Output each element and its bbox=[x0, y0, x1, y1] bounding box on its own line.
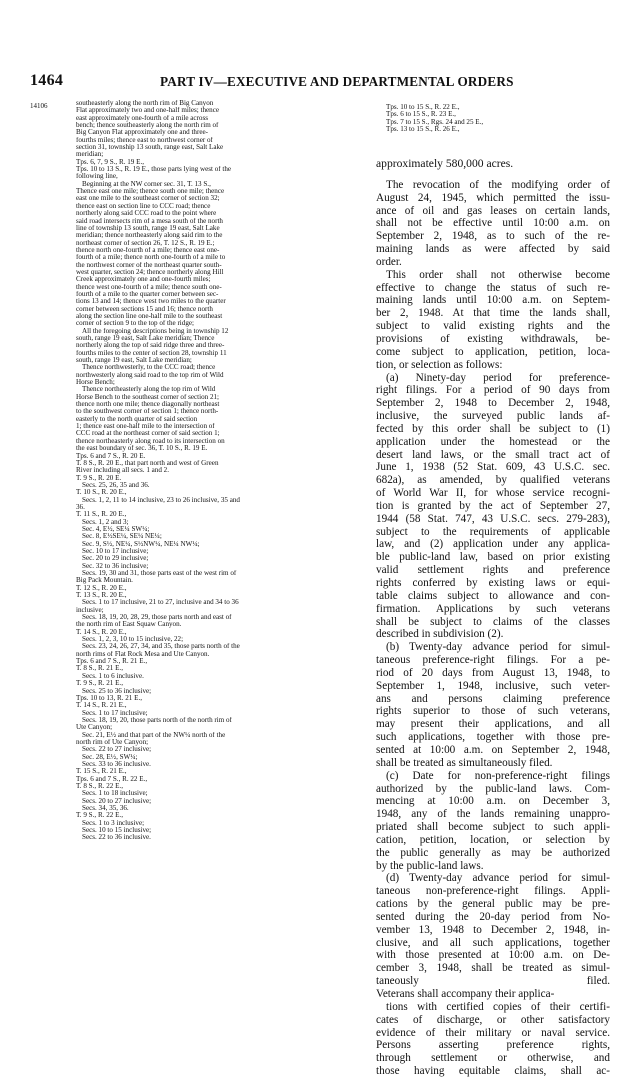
body-line: valid settlement rights and preference bbox=[376, 564, 610, 577]
body-line: table claims subject to allowance and con- bbox=[376, 589, 610, 602]
description-line: Secs. 10 to 15 inclusive; bbox=[82, 827, 152, 835]
body-line: riod of 20 days from August 13, 1948, to bbox=[376, 666, 610, 679]
description-line: T. 13 S., R. 20 E., bbox=[76, 592, 127, 600]
body-line: rights superior to those of such veterans, bbox=[376, 705, 610, 718]
body-line: (a) Ninety-day period for preference- bbox=[386, 371, 610, 384]
description-line: T. 8 S., R. 21 E., bbox=[76, 665, 123, 673]
description-line: Secs. 25 to 36 inclusive; bbox=[82, 687, 152, 695]
description-line: the east boundary of sec. 36, T. 10 S., R. 19 E. bbox=[76, 445, 208, 453]
body-line: through settlement or otherwise, and bbox=[376, 1052, 610, 1065]
description-line: tions 13 and 14; thence west two miles to the quarter bbox=[76, 298, 226, 306]
description-line: northerly along the top of said ridge three and three- bbox=[76, 342, 225, 350]
description-line: T. 9 S., R. 21 E., bbox=[76, 680, 123, 688]
body-line: cations by the general public may be pre- bbox=[376, 898, 610, 911]
description-line: Secs. 18, 19, 20, those parts north of the north rim of bbox=[82, 716, 232, 724]
body-line: subject to the requirements of applicable bbox=[376, 525, 610, 538]
right-column-township-list bbox=[386, 104, 611, 133]
body-line: tions with certified copies of their certifi- bbox=[386, 1000, 610, 1013]
description-line: thence west one-fourth of a mile; thence south one- bbox=[76, 283, 222, 291]
body-line: right filings. For a period of 90 days from bbox=[376, 384, 610, 397]
description-line: T. 11 S., R. 20 E., bbox=[76, 511, 127, 519]
township-line: Tps. 6 to 15 S., R. 23 E., bbox=[386, 110, 456, 119]
body-line: The revocation of the modifying order of bbox=[386, 178, 610, 191]
description-line: south, range 19 east, Salt Lake meridian; Thence bbox=[76, 335, 215, 342]
description-line: Secs. 20 to 27 inclusive; bbox=[82, 797, 152, 805]
body-line: (b) Twenty-day advance period for simul- bbox=[386, 641, 610, 654]
description-line: All the foregoing descriptions being in township 12 bbox=[82, 327, 229, 335]
body-line: Persons asserting preference rights, bbox=[376, 1039, 610, 1052]
body-line: priated shall become subject to such appli- bbox=[376, 821, 610, 834]
body-line: taneous non-preference-right filings. Appli- bbox=[376, 885, 610, 898]
description-line: corner between sections 15 and 16; thence north bbox=[76, 305, 213, 313]
description-line: Sec. 9, S½, NE¼, S½NW¼, NE¼ NW¼; bbox=[82, 540, 200, 548]
description-line: Secs. 34, 35, 36. bbox=[82, 805, 129, 812]
description-line: thence northeasterly along road to its intersection on bbox=[76, 437, 225, 445]
description-line: Secs. 18, 19, 20, 28, 29, those parts north and east of bbox=[82, 614, 232, 622]
township-line: Tps. 13 to 15 S., R. 26 E., bbox=[386, 125, 460, 134]
description-line: Secs. 1 to 17 inclusive; bbox=[82, 709, 148, 717]
description-line: Beginning at the NW corner sec. 31, T. 13 S., bbox=[82, 180, 211, 188]
description-line: Secs. 22 to 36 inclusive. bbox=[82, 834, 151, 842]
body-line: subject to valid existing rights and the bbox=[376, 320, 610, 333]
description-line: easterly to the north quarter of said section bbox=[76, 415, 198, 423]
description-line: inclusive; bbox=[76, 606, 104, 614]
description-line: Sec. 4, E½, SE¼ SW¼; bbox=[82, 525, 150, 533]
description-line: T. 12 S., R. 20 E., bbox=[76, 584, 127, 592]
description-line: Tps. 10 to 13, R. 21 E., bbox=[76, 694, 143, 702]
body-line: cates of discharge, or other satisfactory bbox=[376, 1013, 610, 1026]
body-line: of World War II, for whose service recogni- bbox=[376, 487, 610, 500]
body-line: 682a), as amended, by qualified veterans bbox=[376, 474, 610, 487]
body-line: effective to change the status of such re- bbox=[376, 281, 610, 294]
description-line: said road intersects rim of a mesa south of the north bbox=[76, 217, 223, 225]
description-line: fourth of a mile; thence north one-fourth of a mile to bbox=[76, 254, 226, 262]
description-line: T. 10 S., R. 20 E., bbox=[76, 489, 127, 497]
description-line: thence east on section line to CCC road; thence bbox=[76, 202, 211, 210]
description-line: 36. bbox=[76, 503, 85, 511]
body-line: come subject to application, petition, loca- bbox=[376, 345, 610, 358]
description-line: River including all secs. 1 and 2. bbox=[76, 467, 169, 475]
body-line: taneous preference-right filings. For a pe- bbox=[376, 654, 610, 667]
description-line: east one mile to the southeast corner of section 32; bbox=[76, 195, 220, 203]
description-line: T. 9 S., R. 20 E. bbox=[76, 474, 122, 482]
description-line: Tps. 6, 7, 9 S., R. 19 E., bbox=[76, 158, 144, 166]
body-line: Veterans shall accompany their applica- bbox=[376, 988, 555, 1000]
body-line: cation, petition, location, or selection by bbox=[376, 833, 610, 846]
description-line: Horse Bench; bbox=[76, 379, 115, 387]
description-line: Secs. 1, 2, 3, 10 to 15 inclusive, 22; bbox=[82, 636, 184, 644]
description-line: Secs. 33 to 36 inclusive. bbox=[82, 760, 151, 768]
description-line: the northwest corner of the northeast quarter south- bbox=[76, 261, 222, 269]
description-line: 1; thence east one-half mile to the intersection of bbox=[76, 423, 215, 431]
description-line: Thence northwesterly, to the CCC road; thence bbox=[82, 364, 216, 372]
description-line: T. 8 S., R. 20 E., that part north and west of Green bbox=[76, 459, 219, 467]
body-line: ans and persons claiming preference bbox=[376, 692, 610, 705]
description-line: fourths miles to the center of section 28, township 11 bbox=[76, 349, 227, 357]
body-line: June 1, 1938 (52 Stat. 609, 43 U.S.C. sec. bbox=[376, 461, 610, 474]
description-line: following line, bbox=[76, 173, 118, 181]
body-line: (d) Twenty-day advance period for simul- bbox=[386, 872, 610, 885]
description-line: southeasterly along the north rim of Big Canyon bbox=[76, 100, 214, 107]
body-line: with those presented at 10:00 a.m. on De- bbox=[376, 949, 610, 962]
description-line: northeast corner of section 26, T. 12 S., R. 19 E.; bbox=[76, 239, 215, 247]
body-line: desert land laws, or the small tract act of bbox=[376, 448, 610, 461]
description-line: northwesterly along said road to the top rim of Wild bbox=[76, 371, 224, 379]
description-line: Tps. 10 to 13 S., R. 19 E., those parts lying west of the bbox=[76, 166, 232, 174]
description-line: T. 9 S., R. 22 E., bbox=[76, 812, 123, 820]
description-line: fourth of a mile to the quarter corner between sec- bbox=[76, 290, 219, 298]
description-line: Sec. 32 to 36 inclusive; bbox=[82, 562, 149, 570]
body-line: September 2, 1948 to December 2, 1948, bbox=[376, 397, 610, 410]
description-line: thence north one mile; thence diagonally northeast bbox=[76, 401, 220, 409]
body-line: law, and (2) application under any applica- bbox=[376, 538, 610, 551]
description-line: the north rim of East Squaw Canyon. bbox=[76, 621, 182, 629]
body-line: the public generally as may be authorized bbox=[376, 846, 610, 859]
description-line: thence north one-fourth of a mile; thence east one- bbox=[76, 246, 220, 254]
description-line: Sec. 8, E½SE¼, SE¼ NE¼; bbox=[82, 533, 162, 541]
running-head: PART IV—EXECUTIVE AND DEPARTMENTAL ORDERS bbox=[160, 74, 514, 89]
body-line: August 24, 1945, which permitted the issu- bbox=[376, 191, 610, 204]
description-line: T. 14 S., R. 21 E., bbox=[76, 702, 127, 710]
description-line: meridian; thence northeasterly along said rim to the bbox=[76, 232, 223, 240]
body-line: such applications, together with those pre- bbox=[376, 731, 610, 744]
township-line: Tps. 10 to 15 S., R. 22 E., bbox=[386, 103, 460, 111]
description-line: Secs. 1 to 17 inclusive, 21 to 27, inclusive and 34 to 36 bbox=[82, 599, 239, 607]
body-line: clusive, and all such applications, together bbox=[376, 936, 610, 949]
description-line: T. 14 S., R. 20 E., bbox=[76, 628, 127, 636]
description-line: to the southwest corner of section 1; thence north- bbox=[76, 408, 219, 416]
body-line: ance of oil and gas leases on certain lands, bbox=[376, 204, 610, 217]
body-line: shall not be effective until 10:00 a.m. on bbox=[376, 217, 610, 230]
description-line: Tps. 6 and 7 S., R. 22 E., bbox=[76, 775, 148, 783]
description-line: Horse Bench to the southeast corner of section 21; bbox=[76, 393, 220, 401]
body-line: rights conferred by existing laws or equi- bbox=[376, 577, 610, 589]
body-line: approximately 580,000 acres. bbox=[376, 157, 514, 170]
description-line: Secs. 1 to 6 inclusive. bbox=[82, 672, 144, 680]
description-line: Secs. 1, 2 and 3; bbox=[82, 518, 129, 526]
body-line: taneously filed. bbox=[376, 975, 610, 988]
margin-reference: 14106 bbox=[30, 102, 48, 110]
description-line: Sec. 28, E½, SW¼; bbox=[82, 753, 138, 761]
body-line: shall be subject to claims of the classes bbox=[376, 615, 610, 628]
description-line: along the section line one-half mile to the southeast bbox=[76, 312, 223, 320]
description-line: Sec. 21, E½ and that part of the NW¼ north of the bbox=[82, 731, 226, 739]
description-line: fourths miles; thence east to northwest corner of bbox=[76, 136, 213, 144]
left-column bbox=[76, 100, 356, 842]
description-line: Secs. 19, 30 and 31, those parts east of the west rim of bbox=[82, 570, 237, 577]
body-line: provisions of existing withdrawals, be- bbox=[376, 332, 610, 345]
description-line: north rims of Flat Rock Mesa and Ute Canyon. bbox=[76, 650, 210, 658]
body-line: tion, or selection as follows: bbox=[376, 358, 503, 371]
body-line: fected by this order shall be subject to (1) bbox=[376, 422, 610, 435]
body-line: September 1, 1948, inclusive, such veter- bbox=[376, 679, 610, 692]
body-line: vember 13, 1948 to December 2, 1948, in- bbox=[376, 923, 610, 936]
description-line: Secs. 25, 26, 35 and 36. bbox=[82, 481, 150, 489]
description-line: Ute Canyon; bbox=[76, 724, 113, 732]
description-line: Sec. 10 to 17 inclusive; bbox=[82, 547, 149, 555]
description-line: corner of section 9 to the top of the ridge; bbox=[76, 320, 194, 328]
description-line: Tps. 6 and 7 S., R. 20 E. bbox=[76, 452, 146, 460]
description-line: south, range 19 east, Salt Lake meridian; bbox=[76, 357, 192, 365]
description-line: Secs. 1 to 18 inclusive; bbox=[82, 790, 148, 798]
description-line: line of township 13 south, range 19 east, Salt Lake bbox=[76, 224, 220, 232]
body-line: may present their applications, and all bbox=[376, 718, 610, 731]
body-line: order. bbox=[376, 255, 402, 268]
description-line: bench; thence southeasterly along the north rim of bbox=[76, 122, 219, 130]
body-line: application under the homestead or the bbox=[376, 435, 610, 448]
body-line: maining lands as were affected by said bbox=[376, 243, 610, 256]
body-line: (c) Date for non-preference-right filings bbox=[386, 769, 610, 782]
description-line: Thence northeasterly along the top rim of Wild bbox=[82, 386, 216, 394]
body-line: mencing at 10:00 a.m. on December 3, bbox=[376, 795, 610, 808]
body-line: maining lands until 10:00 a.m. on Septem- bbox=[376, 294, 610, 307]
body-line: those having equitable claims, shall ac- bbox=[376, 1065, 610, 1078]
description-line: Secs. 22 to 27 inclusive; bbox=[82, 746, 152, 754]
description-line: Tps. 6 and 7 S., R. 21 E., bbox=[76, 658, 148, 666]
body-line: evidence of their military or naval service. bbox=[376, 1026, 610, 1039]
description-line: Thence east one mile; thence south one mile; thence bbox=[76, 188, 225, 196]
township-line: Tps. 7 to 15 S., Rgs. 24 and 25 E., bbox=[386, 117, 484, 126]
body-line: ber 2, 1948. At that time the lands shall, bbox=[376, 307, 610, 320]
body-line: This order shall not otherwise become bbox=[386, 268, 610, 281]
body-line: September 2, 1948, as to such of the re- bbox=[376, 230, 610, 243]
body-line: described in subdivision (2). bbox=[376, 628, 504, 641]
right-column-body bbox=[376, 158, 610, 1078]
body-line: ble public-land law, based on prior existing bbox=[376, 551, 610, 564]
page-number: 1464 bbox=[30, 72, 64, 89]
description-line: Secs. 1, 2, 11 to 14 inclusive, 23 to 26 inclusive, 35 and bbox=[82, 496, 240, 504]
description-line: section 31, township 13 south, range east, Salt Lake bbox=[76, 144, 224, 152]
description-line: Flat approximately two and one-half miles; thence bbox=[76, 107, 220, 115]
description-line: Secs. 1 to 3 inclusive; bbox=[82, 819, 145, 827]
body-line: shall be treated as simultaneously filed. bbox=[376, 756, 553, 769]
description-line: Big Canyon Flat approximately one and three- bbox=[76, 129, 208, 137]
body-line: tion is granted by the act of September 27, bbox=[376, 499, 610, 512]
description-line: north rim of Ute Canyon; bbox=[76, 738, 149, 746]
body-line: cember 3, 1948, shall be treated as simul- bbox=[376, 962, 610, 975]
description-line: west quarter, section 24; thence northerly along Hill bbox=[76, 268, 224, 276]
body-line: sented at 10:00 a.m. on September 2, 1948, bbox=[376, 743, 610, 756]
description-line: meridian; bbox=[76, 151, 104, 159]
description-line: T. 15 S., R. 21 E., bbox=[76, 768, 127, 776]
body-line: 1944 (58 Stat. 747, 43 U.S.C. secs. 279-283), bbox=[376, 512, 610, 525]
description-line: northerly along said CCC road to the point where bbox=[76, 210, 217, 218]
body-line: inclusive, the surveyed public lands af- bbox=[376, 410, 610, 423]
body-line: by the public-land laws. bbox=[376, 859, 484, 872]
body-line: sented during the 20-day period from No- bbox=[376, 910, 610, 923]
description-line: Creek approximately one and one-fourth miles; bbox=[76, 276, 211, 284]
description-line: Secs. 23, 24, 26, 27, 34, and 35, those parts north of the bbox=[82, 643, 240, 651]
body-line: firmation. Applications by such veterans bbox=[376, 602, 610, 615]
body-line: 1948, any of the lands remaining unappro- bbox=[376, 808, 610, 821]
description-line: east approximately one-fourth of a mile across bbox=[76, 114, 208, 122]
description-line: T. 8 S., R. 22 E., bbox=[76, 782, 123, 790]
description-line: CCC road at the northeast corner of said section 1; bbox=[76, 430, 220, 438]
body-line: authorized by the public-land laws. Com- bbox=[376, 782, 610, 795]
description-line: Sec. 20 to 29 inclusive; bbox=[82, 555, 149, 563]
description-line: Big Pack Mountain. bbox=[76, 577, 133, 585]
